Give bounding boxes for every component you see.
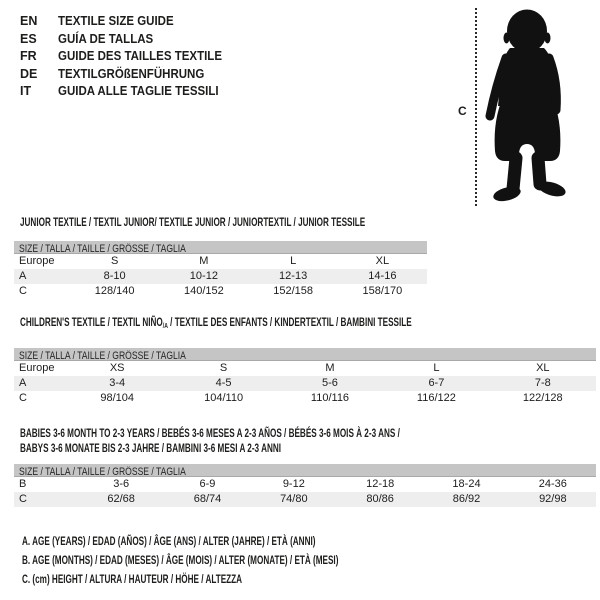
size-cell: 74/80 <box>280 493 308 505</box>
table-heading-line: BABYS 3-6 MONATE BIS 2-3 JAHRE / BAMBINI 3-6 MESI A 2-3 ANNI <box>20 441 282 455</box>
size-cell: 24-36 <box>538 478 567 490</box>
size-cell: 3-6 <box>113 478 130 490</box>
table-row <box>14 492 596 507</box>
size-cell: 7-8 <box>534 377 551 389</box>
language-code: FR <box>20 49 37 63</box>
baby-figure <box>450 6 595 208</box>
table-row <box>14 269 427 284</box>
size-cell: 98/104 <box>100 392 135 404</box>
row-label: Europe <box>19 255 55 267</box>
table-row <box>14 284 427 299</box>
size-cell: 80/86 <box>366 493 394 505</box>
size-cell: 5-6 <box>322 377 338 389</box>
language-row <box>20 31 236 49</box>
size-cell: 9-12 <box>282 478 305 490</box>
size-cell: 4-5 <box>215 377 232 389</box>
size-table <box>14 348 596 406</box>
row-label: C <box>19 392 27 404</box>
size-cell: 12-13 <box>279 270 308 282</box>
height-dotted-line <box>475 8 477 206</box>
row-label: C <box>19 493 27 505</box>
size-cell: 110/116 <box>310 392 350 404</box>
height-label-c: C <box>458 104 467 118</box>
size-cell: L <box>433 362 440 374</box>
footnotes <box>22 531 487 588</box>
size-cell: 92/98 <box>539 493 567 505</box>
size-cell: S <box>110 255 119 267</box>
row-label: A <box>19 377 27 389</box>
table-heading-line: CHILDREN'S TEXTILE / TEXTIL $NIÑO_{/A}$ / TEXTILE DES ENFANTS / KINDERTEXTIL / BAMBINI TESSILE <box>20 315 412 330</box>
language-title: TEXTILE SIZE GUIDE <box>58 14 174 28</box>
baby-silhouette-icon <box>480 6 575 206</box>
language-list <box>20 13 236 101</box>
size-cell: 104/110 <box>204 392 244 404</box>
size-cell: XL <box>375 255 390 267</box>
language-row <box>20 83 236 101</box>
row-label: Europe <box>19 362 55 374</box>
size-cell: 3-4 <box>109 377 126 389</box>
language-title: GUIDE DES TAILLES TEXTILE <box>58 49 223 63</box>
table-row <box>14 391 596 406</box>
table-row <box>14 477 596 492</box>
size-cell: 6-9 <box>199 478 216 490</box>
table-row <box>14 361 596 376</box>
size-cell: 86/92 <box>452 493 481 505</box>
size-cell: 12-18 <box>366 478 395 490</box>
size-cell: XS <box>109 362 125 374</box>
size-cell: 158/170 <box>362 285 403 297</box>
size-cell: 62/68 <box>107 493 135 505</box>
size-table <box>14 464 596 507</box>
table-row <box>14 376 596 391</box>
size-header-text: SIZE / TALLA / TAILLE / GRÖSSE / TAGLIA <box>19 350 186 362</box>
size-header-bar <box>14 241 427 254</box>
size-cell: 8-10 <box>103 270 126 282</box>
table-heading-line: JUNIOR TEXTILE / TEXTIL JUNIOR/ TEXTILE JUNIOR / JUNIORTEXTIL / JUNIOR TESSILE <box>20 215 366 229</box>
language-title: TEXTILGRÖßENFÜHRUNG <box>58 66 205 81</box>
language-title: GUÍA DE TALLAS <box>58 31 154 46</box>
size-cell: 140/152 <box>183 285 224 297</box>
language-row <box>20 66 236 84</box>
size-header-bar <box>14 348 596 361</box>
size-cell: 152/158 <box>273 285 313 297</box>
footnote-line: A. AGE (YEARS) / EDAD (AÑOS) / ÂGE (ANS) / ALTER (JAHRE) / ETÀ (ANNI) <box>22 534 316 548</box>
row-label: A <box>19 270 27 282</box>
row-label: B <box>19 478 27 490</box>
language-code: DE <box>20 66 38 81</box>
size-header-bar <box>14 464 596 477</box>
table-heading <box>20 314 596 329</box>
language-title: GUIDA ALLE TAGLIE TESSILI <box>58 84 219 98</box>
language-code: IT <box>20 84 32 98</box>
table-heading <box>20 425 579 455</box>
table-row <box>14 254 427 269</box>
table-heading <box>20 214 528 229</box>
size-cell: S <box>219 362 228 374</box>
size-header-text: SIZE / TALLA / TAILLE / GRÖSSE / TAGLIA <box>19 466 186 478</box>
size-cell: 128/140 <box>94 285 135 297</box>
language-code: ES <box>20 31 37 46</box>
size-cell: XL <box>536 362 550 374</box>
size-cell: 122/128 <box>522 392 563 404</box>
size-table <box>14 241 427 299</box>
size-cell: 18-24 <box>452 478 481 490</box>
size-cell: L <box>290 255 297 267</box>
language-code: EN <box>20 14 38 28</box>
row-label: C <box>19 285 27 297</box>
size-cell: 116/122 <box>416 392 456 404</box>
footnote-line: C. (cm) HEIGHT / ALTURA / HAUTEUR / HÖHE / ALTEZZA <box>22 572 243 586</box>
size-cell: 68/74 <box>193 493 222 505</box>
size-cell: M <box>325 362 335 374</box>
footnote-line: B. AGE (MONTHS) / EDAD (MESES) / ÂGE (MOIS) / ALTER (MONATE) / ETÀ (MESI) <box>22 553 339 567</box>
size-cell: 6-7 <box>428 377 445 389</box>
size-cell: M <box>199 255 209 267</box>
language-row <box>20 48 236 66</box>
language-row <box>20 13 236 31</box>
table-heading-line: BABIES 3-6 MONTH TO 2-3 YEARS / BEBÉS 3-6 MESES A 2-3 AÑOS / BÉBÉS 3-6 MOIS À 2-3 ANS / <box>20 426 400 440</box>
size-cell: 14-16 <box>368 270 397 282</box>
size-header-text: SIZE / TALLA / TAILLE / GRÖSSE / TAGLIA <box>19 243 186 255</box>
size-cell: 10-12 <box>189 270 218 282</box>
